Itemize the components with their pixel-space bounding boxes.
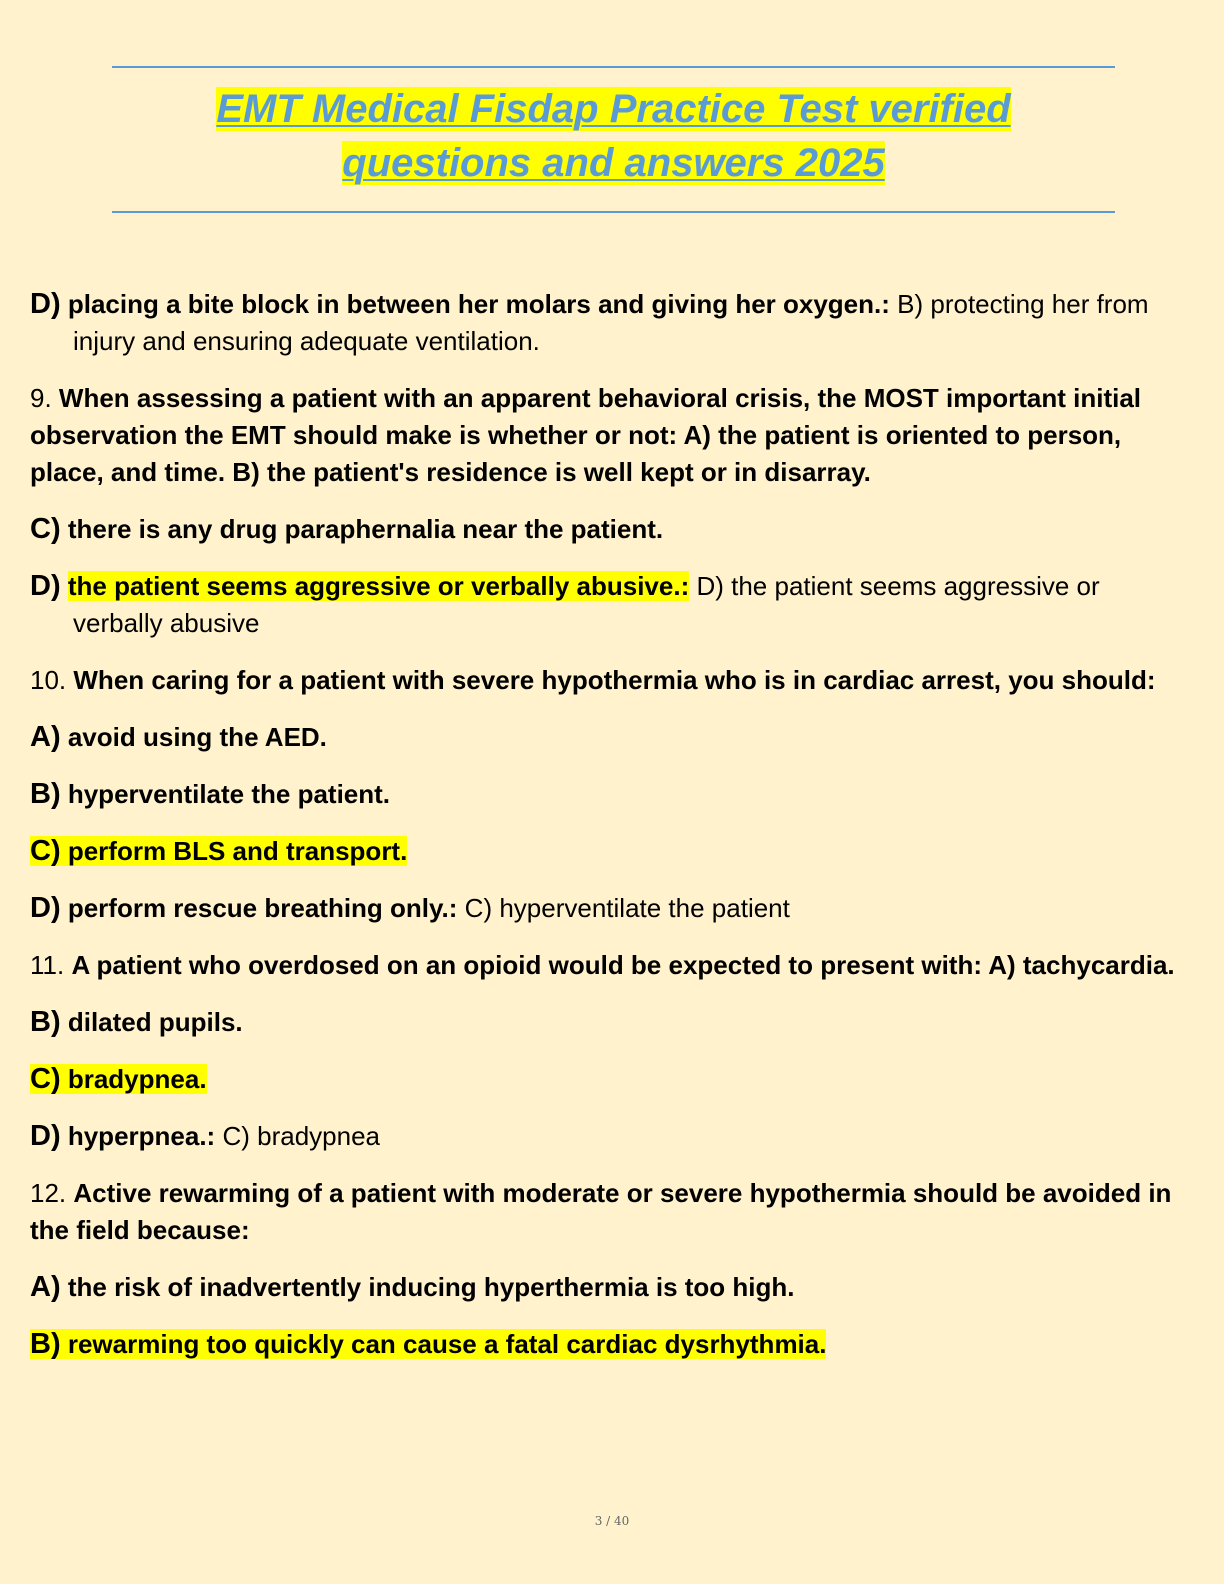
- question: 10. When caring for a patient with severe hypothermia who is in cardiac arrest, you should:: [30, 665, 1156, 695]
- bottom-divider: [112, 211, 1115, 213]
- answer-option: B) hyperventilate the patient.: [30, 778, 391, 810]
- answer-option: A) the risk of inadvertently inducing hyperthermia is too high.: [30, 1271, 795, 1303]
- title-line-1: EMT Medical Fisdap Practice Test verified: [216, 87, 1011, 131]
- answer-option-correct: C) perform BLS and transport.: [30, 835, 408, 867]
- answer-option-correct: C) bradypnea.: [30, 1063, 207, 1095]
- answer-option: A) avoid using the AED.: [30, 721, 327, 753]
- question: 9. When assessing a patient with an apparent behavioral crisis, the MOST important initial observation the EMT should make is whether or not: A) the patient is oriented to person, place, and time. B) the patient's residence is well kept or in disarray.: [30, 383, 1142, 487]
- question-list: [30, 286, 1194, 1383]
- answer-option: C) there is any drug paraphernalia near the patient.: [30, 513, 664, 545]
- top-divider: [112, 66, 1115, 68]
- answer-option-correct: B) rewarming too quickly can cause a fatal cardiac dysrhythmia.: [30, 1328, 827, 1360]
- question: 12. Active rewarming of a patient with moderate or severe hypothermia should be avoided in the field because:: [30, 1178, 1172, 1245]
- answer-option: D) hyperpnea.: C) bradypnea: [30, 1120, 380, 1152]
- answer-option: D) perform rescue breathing only.: C) hyperventilate the patient: [30, 892, 790, 924]
- title-line-2: questions and answers 2025: [342, 141, 885, 185]
- page-number: 3 / 40: [594, 1514, 630, 1528]
- document-title: [112, 82, 1115, 190]
- answer-option: D) placing a bite block in between her molars and giving her oxygen.: B) protecting her from injury and ensuring adequate ventilation.: [30, 288, 1149, 356]
- question: 11. A patient who overdosed on an opioid would be expected to present with: A) tachycardia.: [30, 950, 1175, 980]
- answer-option-correct: D) the patient seems aggressive or verbally abusive.: D) the patient seems aggressive or verbally abusive: [30, 570, 1100, 638]
- answer-option: B) dilated pupils.: [30, 1006, 243, 1038]
